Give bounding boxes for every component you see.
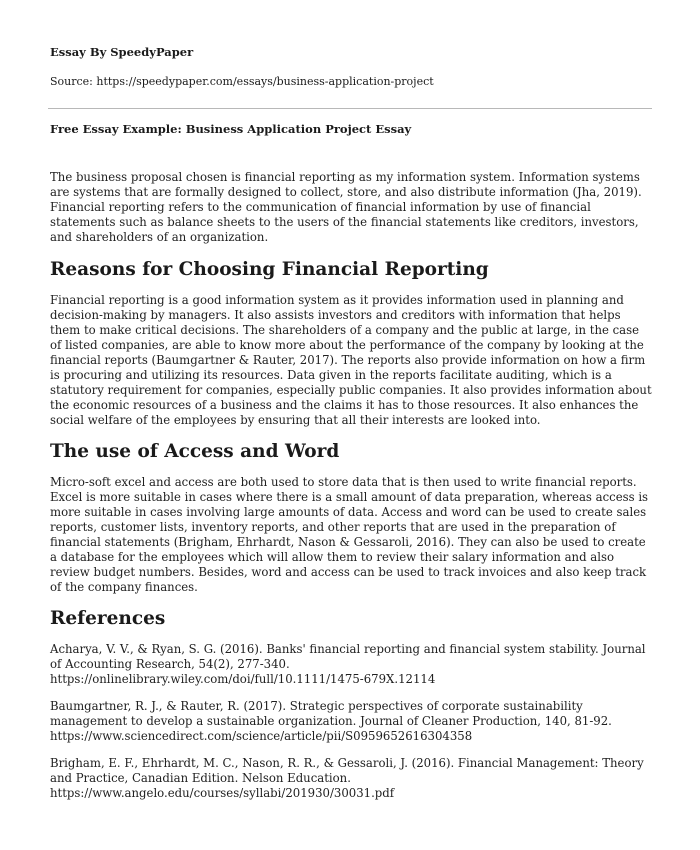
- intro-paragraph: The business proposal chosen is financial reporting as my information system. Information systems are systems that are formally designed to collect, store, and also distribute information (Jha, 2019). Financial reporting refers to the communication of financial information by use of financial statements such as balance sheets to the users of the financial statements like creditors, investors, and shareholders of an organization.: [50, 170, 642, 244]
- source-line: Source: https://speedypaper.com/essays/business-application-project: [50, 75, 434, 88]
- reference-citation: Acharya, V. V., & Ryan, S. G. (2016). Banks' financial reporting and financial system stability. Journal of Accounting Research, 54(2), 277-340.: [50, 642, 646, 671]
- reference-link[interactable]: https://onlinelibrary.wiley.com/doi/full/10.1111/1475-679X.12114: [50, 672, 436, 686]
- reference-link[interactable]: https://www.sciencedirect.com/science/article/pii/S0959652616304358: [50, 729, 473, 743]
- essay-title: Free Essay Example: Business Application Project Essay: [50, 122, 412, 136]
- reference-item: [50, 756, 654, 801]
- reference-item: [50, 699, 654, 744]
- site-label: Essay By SpeedyPaper: [50, 45, 194, 59]
- reference-item: [50, 642, 654, 687]
- section-paragraph-access-word: Micro-soft excel and access are both used to store data that is then used to write financial reports. Excel is more suitable in cases where there is a small amount of data preparation, whereas access is more suitable in cases involving large amounts of data. Access and word can be used to create sales reports, customer lists, inventory reports, and other reports that are used in the preparation of financial statements (Brigham, Ehrhardt, Nason & Gessaroli, 2016). They can also be used to create a database for the employees which will allow them to review their salary information and also review budget numbers. Besides, word and access can be used to track invoices and also keep track of the company finances.: [50, 475, 649, 594]
- header-divider: [48, 108, 652, 109]
- reference-link[interactable]: https://www.angelo.edu/courses/syllabi/201930/30031.pdf: [50, 786, 395, 800]
- reference-citation: Brigham, E. F., Ehrhardt, M. C., Nason, R. R., & Gessaroli, J. (2016). Financial Management: Theory and Practice, Canadian Edition. Nelson Education.: [50, 756, 644, 785]
- section-heading-access-word: The use of Access and Word: [50, 441, 340, 462]
- section-heading-reasons: Reasons for Choosing Financial Reporting: [50, 259, 489, 280]
- essay-body: [50, 170, 654, 813]
- references-heading: References: [50, 608, 166, 629]
- reference-citation: Baumgartner, R. J., & Rauter, R. (2017). Strategic perspectives of corporate sustainability management to develop a sustainable organization. Journal of Cleaner Production, 140, 81-92.: [50, 699, 612, 728]
- section-paragraph-reasons: Financial reporting is a good information system as it provides information used in planning and decision-making by managers. It also assists investors and creditors with information that helps them to make critical decisions. The shareholders of a company and the public at large, in the case of listed companies, are able to know more about the performance of the company by looking at the financial reports (Baumgartner & Rauter, 2017). The reports also provide information on how a firm is procuring and utilizing its resources. Data given in the reports facilitate auditing, which is a statutory requirement for companies, especially public companies. It also provides information about the economic resources of a business and the claims it has to those resources. It also enhances the social welfare of the employees by ensuring that all their interests are looked into.: [50, 293, 652, 427]
